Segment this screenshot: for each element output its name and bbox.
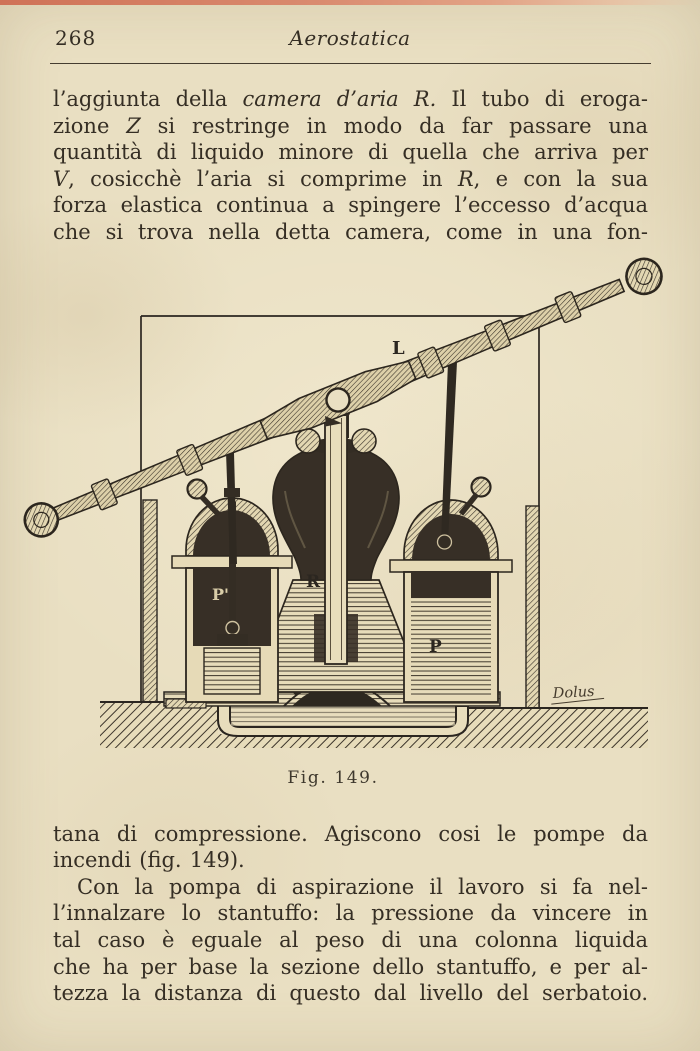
running-title: Aerostatica (289, 26, 411, 50)
text-line: tana di compressione. Agiscono cosi le pompe da (53, 821, 648, 846)
page-number: 268 (55, 26, 97, 50)
text-line: l’innalzare lo stantuffo: la pressione da vincere in (53, 901, 648, 926)
page-top-edge (0, 0, 700, 5)
label-left-pump: P' (212, 584, 229, 604)
svg-text:Dolus: Dolus (552, 683, 595, 702)
lever-left-ball (20, 498, 63, 541)
paragraph-top (53, 86, 648, 246)
text-line: quantità di liquido minore di quella che arriva per (53, 140, 648, 165)
text-line: V, cosicchè l’aria si comprime in R, e con la sua (53, 166, 648, 191)
water-basin (218, 704, 468, 736)
text-line: l’aggiunta della camera d’aria R. Il tubo di eroga- (53, 87, 648, 111)
text-line: incendi (fig. 149). (53, 848, 245, 873)
text-line: tal caso è eguale al peso di una colonna liquida (53, 927, 648, 952)
label-air-chamber: R (306, 571, 321, 592)
text-line: tezza la distanza di questo dal livello del serbatoio. (53, 981, 648, 1006)
text-line: zione Z si restringe in modo da far passare una (53, 113, 648, 138)
text-line: che si trova nella detta camera, come in una fon- (53, 219, 648, 244)
engraver-signature (550, 683, 604, 704)
figure-caption: Fig. 149. (287, 767, 379, 788)
lever-right-ball (621, 256, 667, 299)
text-line: Con la pompa di aspirazione il lavoro si fa nel- (77, 874, 648, 899)
label-right-pump: P (429, 636, 442, 657)
page-header (0, 26, 700, 54)
label-lever: L (392, 337, 405, 359)
header-rule (50, 63, 651, 64)
text-line: forza elastica continua a spingere l’eccesso d’acqua (53, 193, 648, 218)
fire-pump-illustration (0, 256, 700, 761)
left-post (143, 500, 157, 702)
right-pump-cylinder (390, 477, 512, 702)
right-post (526, 506, 539, 708)
figure-149 (0, 256, 700, 788)
paragraph-bottom (53, 821, 648, 1007)
text-line: che ha per base la sezione dello stantuffo, e per al- (53, 954, 648, 979)
